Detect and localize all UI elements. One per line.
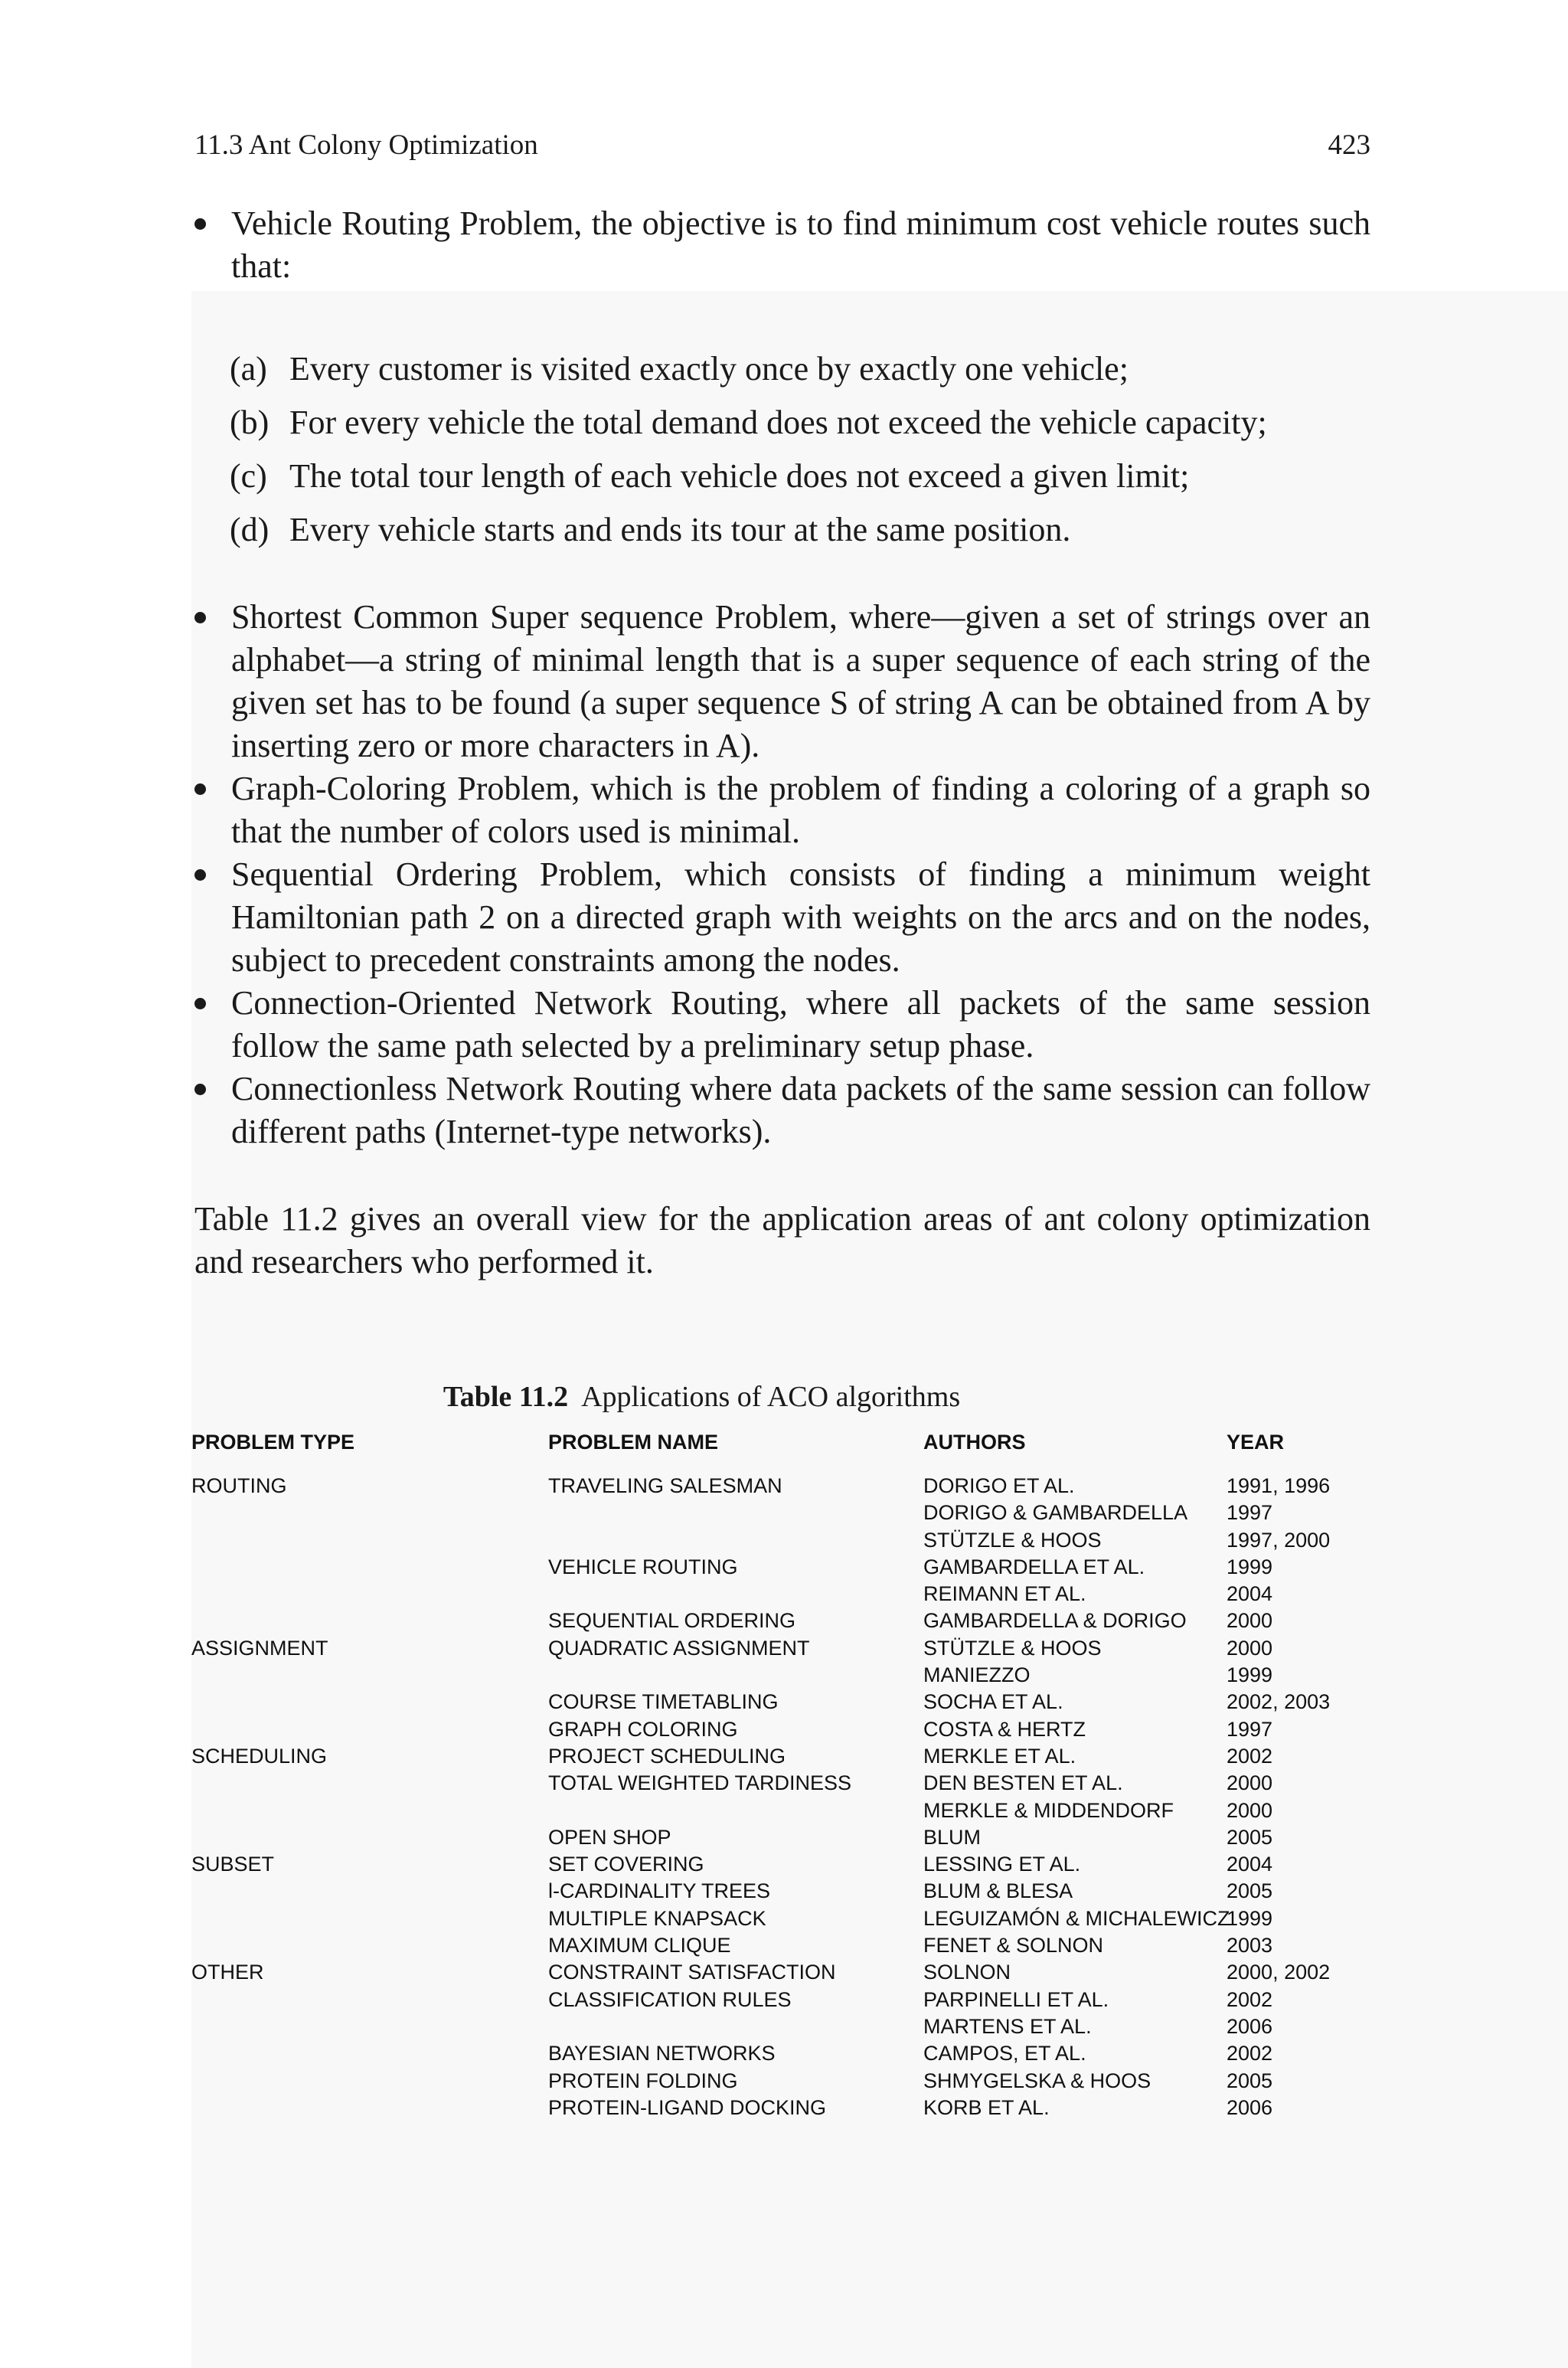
- section-title: 11.3 Ant Colony Optimization: [194, 129, 538, 161]
- table-row: [191, 1743, 1378, 1770]
- cell-year: 2000: [1227, 1798, 1273, 1822]
- table-row: [191, 1689, 1378, 1715]
- cell-problem-type: SCHEDULING: [191, 1744, 328, 1768]
- cell-problem-name: MULTIPLE KNAPSACK: [548, 1906, 766, 1930]
- caption-label: Table 11.2: [443, 1381, 569, 1413]
- cell-problem-name: PROTEIN FOLDING: [548, 2069, 738, 2092]
- cell-problem-name: MAXIMUM CLIQUE: [548, 1934, 731, 1958]
- cell-authors: SOCHA ET AL.: [923, 1690, 1063, 1714]
- cell-problem-name: PROJECT SCHEDULING: [548, 1744, 786, 1768]
- cell-authors: GAMBARDELLA & DORIGO: [923, 1609, 1187, 1633]
- bullet-item: [194, 202, 1370, 288]
- page-number: 423: [1328, 129, 1370, 161]
- table-row: [191, 1905, 1378, 1932]
- cell-authors: DORIGO ET AL.: [923, 1474, 1075, 1497]
- bullet-text: Connection-Oriented Network Routing, where all packets of the same session follow the same path selected by a preliminary setup phase.: [231, 984, 1370, 1065]
- table-row: [191, 1608, 1378, 1634]
- table-row: [191, 1932, 1378, 1959]
- cell-problem-name: PROTEIN-LIGAND DOCKING: [548, 2095, 827, 2119]
- bullet-icon: [194, 869, 206, 881]
- cell-authors: STÜTZLE & HOOS: [923, 1528, 1102, 1552]
- cell-year: 2004: [1227, 1582, 1273, 1606]
- constraint-item: [230, 342, 1370, 396]
- table-row: [191, 2013, 1378, 2040]
- caption-text: Applications of ACO algorithms: [581, 1381, 961, 1413]
- item-text: Every vehicle starts and ends its tour at the same position.: [289, 511, 1071, 548]
- bullet-list-top: [194, 202, 1370, 288]
- cell-authors: STÜTZLE & HOOS: [923, 1636, 1102, 1660]
- item-letter: (c): [230, 457, 267, 495]
- cell-year: 2003: [1227, 1934, 1273, 1958]
- table-row: [191, 1851, 1378, 1878]
- cell-year: 2006: [1227, 2014, 1273, 2038]
- cell-problem-name: CLASSIFICATION RULES: [548, 1987, 792, 2011]
- cell-authors: DORIGO & GAMBARDELLA: [923, 1501, 1188, 1525]
- header-problem-name: PROBLEM NAME: [548, 1431, 718, 1454]
- cell-year: 2004: [1227, 1853, 1273, 1876]
- table-row: [191, 1500, 1378, 1526]
- cell-problem-name: SEQUENTIAL ORDERING: [548, 1609, 796, 1633]
- cell-problem-name: CONSTRAINT SATISFACTION: [548, 1961, 836, 1984]
- cell-year: 2002: [1227, 1744, 1273, 1768]
- cell-authors: BLUM: [923, 1825, 982, 1849]
- bullet-icon: [194, 998, 206, 1009]
- cell-problem-name: OPEN SHOP: [548, 1825, 671, 1849]
- header-authors: AUTHORS: [923, 1431, 1026, 1454]
- cell-authors: LESSING ET AL.: [923, 1853, 1081, 1876]
- cell-authors: SOLNON: [923, 1961, 1011, 1984]
- cell-authors: MARTENS ET AL.: [923, 2014, 1092, 2038]
- cell-problem-type: OTHER: [191, 1961, 264, 1984]
- table-row: [191, 1581, 1378, 1608]
- table-row: [191, 2040, 1378, 2067]
- cell-problem-name: QUADRATIC ASSIGNMENT: [548, 1636, 810, 1660]
- table-row: [191, 1959, 1378, 1986]
- cell-year: 2002, 2003: [1227, 1690, 1331, 1714]
- cell-year: 2000: [1227, 1636, 1273, 1660]
- cell-year: 2006: [1227, 2095, 1273, 2119]
- cell-problem-name: COURSE TIMETABLING: [548, 1690, 779, 1714]
- cell-year: 1991, 1996: [1227, 1474, 1331, 1497]
- cell-problem-type: SUBSET: [191, 1853, 275, 1876]
- cell-authors: REIMANN ET AL.: [923, 1582, 1086, 1606]
- cell-year: 2005: [1227, 1879, 1273, 1903]
- bullet-item: [194, 1068, 1370, 1153]
- cell-authors: LEGUIZAMÓN & MICHALEWICZ: [923, 1906, 1230, 1930]
- table-row: [191, 2095, 1378, 2121]
- bullet-icon: [194, 1084, 206, 1095]
- cell-year: 2000: [1227, 1771, 1273, 1795]
- cell-authors: MERKLE & MIDDENDORF: [923, 1798, 1174, 1822]
- bullet-icon: [194, 783, 206, 795]
- table-row: [191, 1878, 1378, 1905]
- constraint-list: [230, 342, 1370, 557]
- table-row: [191, 2068, 1378, 2095]
- cell-problem-name: BAYESIAN NETWORKS: [548, 2042, 776, 2065]
- bullet-icon: [194, 612, 206, 623]
- cell-authors: MANIEZZO: [923, 1663, 1031, 1687]
- applications-table: [191, 1429, 1378, 2121]
- cell-problem-name: TRAVELING SALESMAN: [548, 1474, 782, 1497]
- item-text: The total tour length of each vehicle does not exceed a given limit;: [289, 457, 1190, 495]
- bullet-list-bottom: [194, 596, 1370, 1153]
- cell-year: 2005: [1227, 2069, 1273, 2092]
- table-caption: [194, 1379, 1209, 1415]
- cell-year: 2002: [1227, 1987, 1273, 2011]
- cell-authors: DEN BESTEN ET AL.: [923, 1771, 1123, 1795]
- cell-year: 2000: [1227, 1609, 1273, 1633]
- cell-authors: MERKLE ET AL.: [923, 1744, 1076, 1768]
- cell-authors: GAMBARDELLA ET AL.: [923, 1555, 1145, 1578]
- cell-problem-name: SET COVERING: [548, 1853, 704, 1876]
- item-text: Every customer is visited exactly once by exactly one vehicle;: [289, 350, 1129, 388]
- cell-problem-name: TOTAL WEIGHTED TARDINESS: [548, 1771, 852, 1795]
- constraint-item: [230, 450, 1370, 503]
- header-problem-type: PROBLEM TYPE: [191, 1431, 355, 1454]
- cell-authors: BLUM & BLESA: [923, 1879, 1073, 1903]
- cell-problem-type: ASSIGNMENT: [191, 1636, 328, 1660]
- cell-authors: FENET & SOLNON: [923, 1934, 1104, 1958]
- table-row: [191, 1662, 1378, 1689]
- bullet-item: [194, 853, 1370, 982]
- cell-year: 1999: [1227, 1663, 1273, 1687]
- table-row: [191, 1824, 1378, 1851]
- table-header-row: [191, 1429, 1378, 1456]
- cell-year: 1997: [1227, 1501, 1273, 1525]
- table-row: [191, 1527, 1378, 1554]
- cell-authors: SHMYGELSKA & HOOS: [923, 2069, 1152, 2092]
- table-row: [191, 1987, 1378, 2013]
- item-letter: (b): [230, 404, 270, 441]
- header-year: YEAR: [1227, 1431, 1285, 1454]
- cell-problem-name: VEHICLE ROUTING: [548, 1555, 738, 1578]
- item-letter: (a): [230, 350, 267, 388]
- table-row: [191, 1473, 1378, 1500]
- table-row: [191, 1716, 1378, 1743]
- bullet-icon: [194, 218, 206, 230]
- table-row: [191, 1554, 1378, 1581]
- table-row: [191, 1797, 1378, 1824]
- bullet-text: Connectionless Network Routing where data packets of the same session can follow different paths (Internet-type networks).: [231, 1070, 1370, 1150]
- cell-year: 2005: [1227, 1825, 1273, 1849]
- cell-authors: CAMPOS, ET AL.: [923, 2042, 1086, 2065]
- cell-problem-type: ROUTING: [191, 1474, 287, 1497]
- table-row: [191, 1770, 1378, 1797]
- body-paragraph: Table 11.2 gives an overall view for the application areas of ant colony optimization and researchers who performed it.: [194, 1200, 1370, 1280]
- bullet-text: Graph-Coloring Problem, which is the problem of finding a coloring of a graph so that the number of colors used is minimal.: [231, 770, 1370, 850]
- bullet-text: Vehicle Routing Problem, the objective is to find minimum cost vehicle routes such that:: [231, 204, 1370, 285]
- bullet-text: Sequential Ordering Problem, which consists of finding a minimum weight Hamiltonian path 2 on a directed graph with weights on the arcs and on the nodes, subject to precedent constraints among the nodes.: [231, 855, 1370, 979]
- cell-problem-name: GRAPH COLORING: [548, 1717, 738, 1741]
- cell-authors: KORB ET AL.: [923, 2095, 1050, 2119]
- table-body: [191, 1473, 1378, 2121]
- table-row: [191, 1635, 1378, 1662]
- cell-year: 1997, 2000: [1227, 1528, 1331, 1552]
- cell-year: 2000, 2002: [1227, 1961, 1331, 1984]
- cell-authors: COSTA & HERTZ: [923, 1717, 1086, 1741]
- cell-authors: PARPINELLI ET AL.: [923, 1987, 1109, 2011]
- item-letter: (d): [230, 511, 270, 548]
- constraint-item: [230, 503, 1370, 557]
- bullet-text: Shortest Common Super sequence Problem, where—given a set of strings over an alphabet—a string of minimal length that is a super sequence of each string of the given set has to be found (a super sequence S of string A can be obtained from A by inserting zero or more characters in A).: [231, 598, 1370, 764]
- item-text: For every vehicle the total demand does not exceed the vehicle capacity;: [289, 404, 1267, 441]
- cell-year: 1999: [1227, 1555, 1273, 1578]
- cell-year: 1997: [1227, 1717, 1273, 1741]
- bullet-item: [194, 767, 1370, 853]
- constraint-item: [230, 396, 1370, 450]
- cell-year: 1999: [1227, 1906, 1273, 1930]
- cell-year: 2002: [1227, 2042, 1273, 2065]
- bullet-item: [194, 596, 1370, 767]
- cell-problem-name: l-CARDINALITY TREES: [548, 1879, 771, 1903]
- bullet-item: [194, 982, 1370, 1068]
